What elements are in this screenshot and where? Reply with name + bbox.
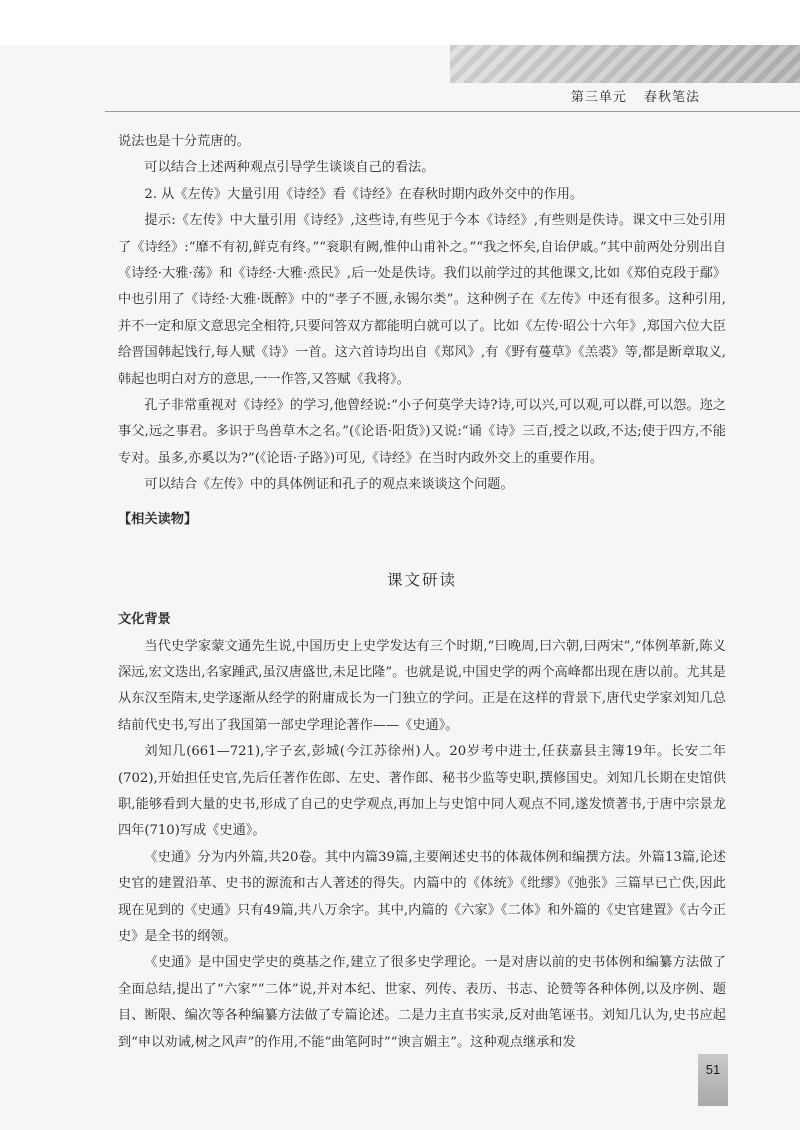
- paragraph: 说法也是十分荒唐的。: [118, 134, 250, 149]
- paragraph: 《史通》分为内外篇,共20卷。其中内篇39篇,主要阐述史书的体裁体例和编撰方法。外篇13篇,论述史官的建置沿革、史书的源流和古人著述的得失。内篇中的《体统》《纰缪》《弛张》三篇早已亡佚,因此现在见到的《史通》只有49篇,共八万余字。其中,内篇的《六家》《二体》和外篇的《史官建置》《古今正史》是全书的纲领。: [118, 849, 726, 944]
- page-number: 51: [705, 1062, 721, 1077]
- section-title: 课文研读: [386, 571, 457, 590]
- header-unit: 第三单元: [570, 90, 627, 105]
- related-reading-label: 【相关读物】: [118, 511, 198, 527]
- question-heading: 2. 从《左传》大量引用《诗经》看《诗经》在春秋时期内政外交中的作用。: [144, 186, 584, 202]
- page-number-tab: [698, 1054, 728, 1106]
- paragraph: 《史通》是中国史学史的奠基之作,建立了很多史学理论。一是对唐以前的史书体例和编纂方法做了全面总结,提出了“六家”“二体”说,并对本纪、世家、列传、表历、书志、论赞等各种体例,以及序例、题目、断限、编次等各种编纂方法做了专篇论述。二是力主直书实录,反对曲笔诬书。刘知几认为,史书应起到“申以劝诫,树之风声”的作用,不能“曲笔阿时”“谀言媚主”。这种观点继承和发: [118, 955, 726, 1050]
- running-header: [571, 86, 700, 105]
- paragraph: 可以结合上述两种观点引导学生谈谈自己的看法。: [144, 160, 435, 176]
- header-title: 春秋笔法: [643, 90, 700, 105]
- book-page: [0, 45, 800, 1130]
- paragraph: 当代史学家蒙文通先生说,中国历史上史学发达有三个时期,“曰晚周,曰六朝,曰两宋”,“体例革新,陈义深远,宏文迭出,名家踵武,虽汉唐盛世,未足比隆”。也就是说,中国史学的两个高峰都出现在唐以前。尤其是从东汉至隋末,史学逐渐从经学的附庸成长为一门独立的学问。正是在这样的背景下,唐代史学家刘知几总结前代史书,写出了我国第一部史学理论著作——《史通》。: [118, 638, 726, 733]
- paragraph: 刘知几(661—721),字子玄,彭城(今江苏徐州)人。20岁考中进士,任获嘉县主簿19年。长安二年(702),开始担任史官,先后任著作佐郎、左史、著作郎、秘书少监等史职,撰修国史。刘知几长期在史馆供职,能够看到大量的史书,形成了自己的史学观点,再加上与史馆中同人观点不同,遂发愤著书,于唐中宗景龙四年(710)写成《史通》。: [118, 744, 726, 839]
- subsection-title: 文化背景: [118, 612, 171, 628]
- header-ornament: [450, 45, 800, 83]
- header-rule: [105, 111, 800, 112]
- paragraph: 提示:《左传》中大量引用《诗经》,这些诗,有些见于今本《诗经》,有些则是佚诗。课文中三处引用了《诗经》:“靡不有初,鲜克有终。”“衮职有阙,惟仲山甫补之。”“我之怀矣,自诒伊戚。”其中前两处分别出自《诗经·大雅·荡》和《诗经·大雅·烝民》,后一处是佚诗。我们以前学过的其他课文,比如《郑伯克段于鄢》中也引用了《诗经·大雅·既醉》中的“孝子不匮,永锡尔类”。这种例子在《左传》中还有很多。这种引用,并不一定和原文意思完全相符,只要问答双方都能明白就可以了。比如《左传·昭公十六年》,郑国六位大臣给晋国韩起饯行,每人赋《诗》一首。这六首诗均出自《郑风》,有《野有蔓草》《羔裘》等,都是断章取义,韩起也明白对方的意思,一一作答,又答赋《我将》。: [118, 213, 726, 387]
- paragraph: 孔子非常重视对《诗经》的学习,他曾经说:“小子何莫学夫诗?诗,可以兴,可以观,可以群,可以怨。迩之事父,远之事君。多识于鸟兽草木之名。”(《论语·阳货》)又说:“诵《诗》三百,授之以政,不达;使于四方,不能专对。虽多,亦奚以为?”(《论语·子路》)可见,《诗经》在当时内政外交上的重要作用。: [118, 398, 726, 466]
- page-body: [118, 129, 726, 1056]
- paragraph: 可以结合《左传》中的具体例证和孔子的观点来谈谈这个问题。: [144, 477, 514, 493]
